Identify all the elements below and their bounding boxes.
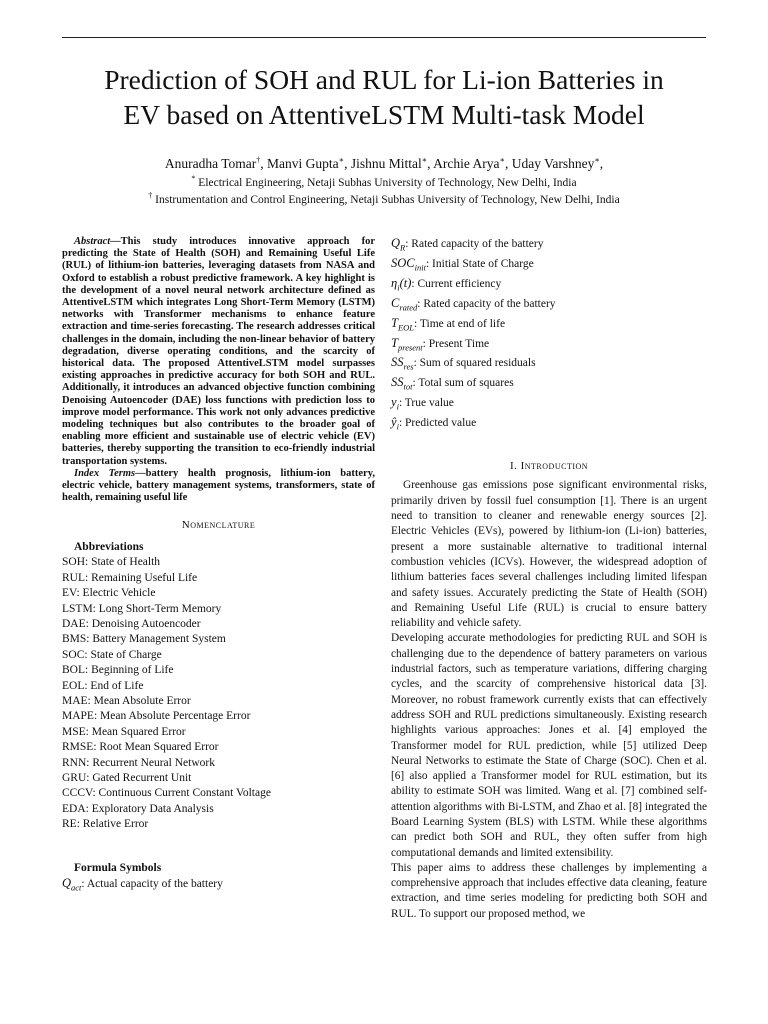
list-item: MAE: Mean Absolute Error [62,694,191,707]
list-item: RE: Relative Error [62,818,149,831]
title-line-1: Prediction of SOH and RUL for Li-ion Batteries in [104,64,664,95]
list-item: $T_{present}$: Present Time [391,335,490,353]
list-item: $SS_{tot}$: Total sum of squares [391,375,514,392]
list-item: EOL: End of Life [62,679,144,692]
author-list [40,155,728,172]
author: Uday Varshney∗, [511,155,604,171]
list-item: DAE: Denoising Autoencoder [62,617,201,630]
intro-paragraph-3: This paper aims to address these challenges by implementing a comprehensive approach that includes effective data cleaning, feature extraction, and time series modeling for predicting both SOH and RUL. To support our proposed method, we [391,861,707,920]
introduction-heading: I. Introduction [509,460,589,473]
formula-symbol-list-left [62,876,375,896]
intro-paragraph-1: Greenhouse gas emissions pose significant environmental risks, primarily driven by fossil fuel consumption [1]. There is an urgent need to transition to cleaner and renewable energy sources [2]. Electric Vehicles (EVs), powered by lithium-ion (Li-ion) batteries, present a more sustainable alternative to traditional internal combustion vehicles (ICVs). However, the widespread adoption of lithium batteries faces several challenges including limited lifespan and safety issues. Accurately predicting the State of Health (SOH) and Remaining Useful Life (RUL) is crucial to ensure battery reliability and vehicle safety. [391,479,707,630]
list-item: SOC: State of Charge [62,648,162,661]
abbreviations-heading: Abbreviations [74,540,144,553]
list-item: CCCV: Continuous Current Constant Voltage [62,787,271,800]
list-item: SOH: State of Health [62,556,161,569]
paper-title [40,62,728,132]
author: Anuradha Tomar†, [164,155,268,171]
list-item: $T_{EOL}$: Time at end of life [391,315,506,333]
author: Manvi Gupta∗, [267,155,351,171]
list-item: $C_{rated}$: Rated capacity of the battery [391,295,556,313]
list-item: MSE: Mean Squared Error [62,725,186,738]
list-item: MAPE: Mean Absolute Percentage Error [62,710,251,723]
affiliation-electrical: * Electrical Engineering, Netaji Subhas University of Technology, New Delhi, India [191,174,577,189]
list-item: $ŷ_i$: Predicted value [391,415,477,432]
list-item: BOL: Beginning of Life [62,664,174,677]
list-item: EDA: Exploratory Data Analysis [62,802,214,815]
index-terms-label: Index Terms [74,467,136,479]
list-item: EV: Electric Vehicle [62,587,156,600]
left-column [62,236,375,896]
index-terms-text: battery health prognosis, lithium-ion battery, electric vehicle, battery management systems, transformers, state of health, remaining useful life [62,467,375,504]
right-column [391,236,707,922]
nomenclature-heading: Nomenclature [181,519,256,532]
list-item: RMSE: Root Mean Squared Error [62,741,219,754]
abstract: Abstract—This study introduces innovative approach for predicting the State of Health (SOH) and Remaining Useful Life (RUL) of lithium-ion batteries, leveraging datasets from NASA and Oxford to establish a robust predictive framework. A key highlight is the development of a novel neural network architecture defined as AttentiveLSTM which integrates Long Short-Term Memory (LSTM) networks with Transformer mechanisms to enhance feature extraction and time-series forecasting. The research addresses critical challenges in the domain, including the non-linear behavior of battery degradation, diverse operating conditions, and the scarcity of historical data. The proposed AttentiveLSTM model surpasses existing approaches in predictive accuracy for both SOH and RUL. Additionally, it introduces an advanced objective function combining Denoising Autoencoder (DAE) loss functions with prediction loss to improve model performance. This work not only advances predictive modeling techniques but also contributes to the broader goal of enabling more efficient and sustainable use of electric vehicle (EV) batteries, thereby supporting the transition to eco-friendly industrial transportation systems. [62,236,375,467]
author: Jishnu Mittal∗, [350,155,434,171]
abstract-label: Abstract [74,236,111,247]
formula-symbol-list-right [391,236,707,435]
list-item: $SS_{res}$: Sum of squared residuals [391,355,536,372]
list-item: RUL: Remaining Useful Life [62,571,198,584]
list-item: $Q_R$: Rated capacity of the battery [391,236,544,253]
intro-paragraph-2: Developing accurate methodologies for predicting RUL and SOH is challenging due to the dependence of battery parameters on various industrial factors, such as temperature variations, differing charging cycles, and the scarcity of comprehensive historical data [3]. Moreover, no robust framework currently exists that can effectively address SOH and RUL predictions simultaneously. Existing research highlights various approaches: Jones et al. [4] employed the Transformer model for RUL prediction, while [5] utilized Deep Neural Networks to estimate the State of Charge (SOC). Chen et al. [6] also applied a Transformer model for RUL estimation, but its ability to estimate SOH was limited. Wang et al. [7] combined self-attention algorithms with Bi-LSTM, and Zhao et al. [8] integrated the Board Learning System (BLS) with LSTM. While these algorithms can predict both SOH and RUL, they often suffer from high computational demands and limited extensibility. [391,632,707,859]
abbreviation-list [62,555,375,832]
list-item: RNN: Recurrent Neural Network [62,756,215,769]
list-item: GRU: Gated Recurrent Unit [62,771,192,784]
title-line-2: EV based on AttentiveLSTM Multi-task Model [123,99,645,130]
formula-symbols-heading: Formula Symbols [74,861,162,874]
list-item: $SOC_{init}$: Initial State of Charge [391,255,534,273]
list-item: LSTM: Long Short-Term Memory [62,602,222,615]
author: Archie Arya∗, [433,155,512,171]
list-item: BMS: Battery Management System [62,633,226,646]
abstract-text: This study introduces innovative approach for predicting the State of Health (SOH) and Remaining Useful Life (RUL) of lithium-ion batteries, leveraging datasets from NASA and Oxford to establish a robust predictive framework. A key highlight is the development of a novel neural network architecture defined as AttentiveLSTM which integrates Long Short-Term Memory (LSTM) networks with Transformer mechanisms to enhance feature extraction and time-series forecasting. The research addresses critical challenges in the domain, including the non-linear behavior of battery degradation, diverse operating conditions, and the scarcity of historical data. The proposed AttentiveLSTM model surpasses existing approaches in predictive accuracy for both SOH and RUL. Additionally, it introduces an advanced objective function combining Denoising Autoencoder (DAE) loss functions with prediction loss to improve model performance. This work not only advances predictive modeling techniques but also contributes to the broader goal of enabling more efficient and sustainable use of electric vehicle (EV) batteries, thereby supporting the transition to eco-friendly industrial transportation systems. [62,236,375,467]
list-item: $y_i$: True value [391,395,454,412]
header-rule [62,37,706,38]
list-item: $Q_{act}$: Actual capacity of the battery [62,876,223,893]
list-item: $\eta_i(t)$: Current efficiency [391,275,502,293]
index-terms: Index Terms—battery health prognosis, lithium-ion battery, electric vehicle, battery management systems, transformers, state of health, remaining useful life [62,467,375,504]
affiliation-instrumentation: † Instrumentation and Control Engineering, Netaji Subhas University of Technology, New Delhi, India [148,191,620,206]
